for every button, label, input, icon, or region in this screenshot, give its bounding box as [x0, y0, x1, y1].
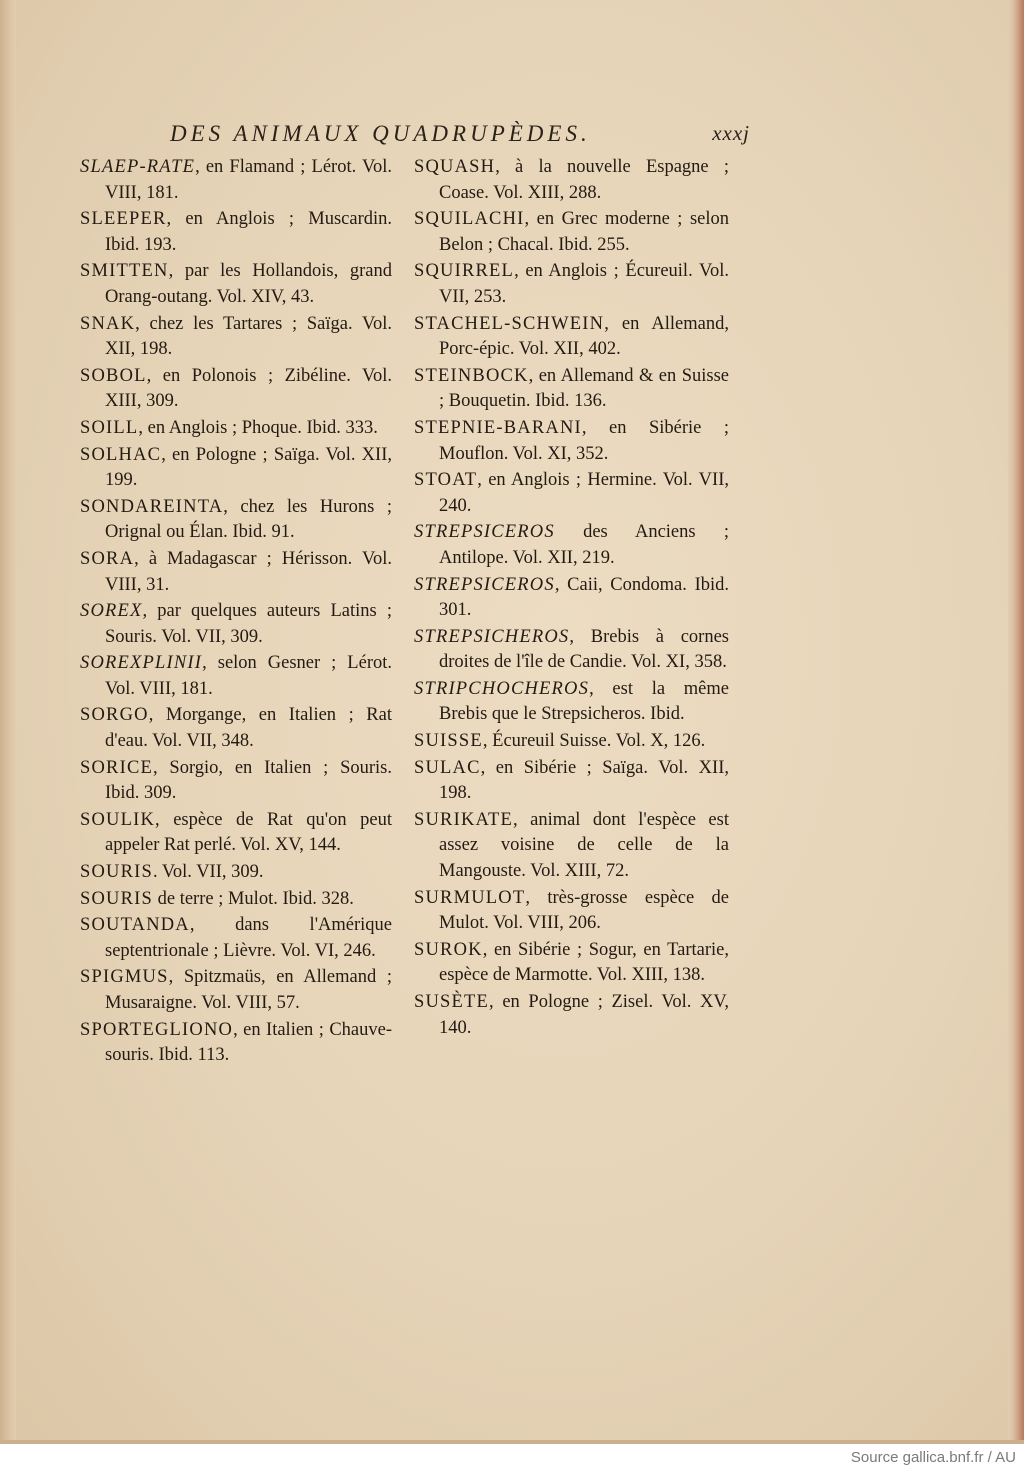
entry-text: , Écureuil Suisse. Vol. X, 126.: [482, 731, 706, 752]
entry-text: , par les Hollandois, grand Orang-outang. Vol. XIV, 43.: [105, 261, 392, 307]
entry-text: , à la nouvelle Espagne ; Coase. Vol. XIII, 288.: [439, 157, 729, 203]
entry-headword: SQUILACHI: [414, 209, 525, 230]
entry-text: , Morgange, en Italien ; Rat d'eau. Vol. VII, 348.: [105, 705, 392, 752]
entry-headword: SNAK: [80, 313, 136, 334]
entry-text: , animal dont l'espèce est assez voisine de celle de la Mangouste. Vol. XIII, 72.: [439, 809, 729, 882]
entry-headword: SMITTEN: [80, 261, 169, 282]
entry-headword: SOUTANDA: [80, 915, 190, 936]
entry-headword: SORICE: [80, 757, 153, 778]
index-entry: [414, 938, 729, 989]
entry-text: , en Polonois ; Zibéline. Vol. XIII, 309.: [105, 365, 392, 412]
index-entry: [80, 547, 392, 598]
entry-text: , en Anglois ; Hermine. Vol. VII, 240.: [439, 470, 729, 516]
entry-headword: SUSÈTE: [414, 992, 490, 1012]
index-entry: [414, 416, 729, 467]
index-entry: [80, 756, 392, 807]
entry-headword: SORGO: [80, 705, 149, 726]
entry-headword: SOLHAC: [80, 444, 162, 465]
page-left-edge: [0, 0, 16, 1444]
entry-text: , en Allemand, Porc-épic. Vol. XII, 402.: [439, 313, 729, 360]
entry-headword: SUISSE: [414, 731, 483, 752]
page-right-edge: [1008, 0, 1024, 1444]
entry-headword: STREPSICHEROS: [414, 626, 570, 647]
entry-headword: SLEEPER: [80, 209, 167, 230]
index-entry: [414, 573, 729, 624]
entry-headword: SQUIRREL: [414, 261, 515, 282]
index-entry: [80, 207, 392, 258]
entry-headword: SOBOL: [80, 365, 147, 386]
index-entry: [80, 965, 392, 1016]
index-entry: [414, 520, 729, 571]
entry-headword: SQUASH: [414, 157, 496, 177]
entry-text: , en Allemand & en Suisse ; Bouquetin. Ibid. 136.: [439, 365, 729, 412]
index-entry: [80, 155, 392, 206]
index-entry: [80, 651, 392, 702]
index-entry: [414, 312, 729, 363]
entry-text: , en Sibérie ; Saïga. Vol. XII, 198.: [439, 757, 729, 804]
entry-text: , à Madagascar ; Hérisson. Vol. VIII, 31.: [105, 548, 392, 595]
index-entry: [80, 495, 392, 546]
index-entry: [80, 887, 392, 913]
entry-headword: SURIKATE: [414, 809, 514, 830]
entry-headword: STRIPCHOCHEROS: [414, 678, 590, 699]
index-entry: [80, 599, 392, 650]
entry-headword: SOREXPLINII: [80, 653, 203, 674]
index-entry: [80, 416, 392, 442]
entry-headword: STACHEL-SCHWEIN: [414, 313, 605, 334]
entry-headword: SOURIS: [80, 888, 153, 909]
index-entry: [414, 729, 729, 755]
entry-headword: SONDAREINTA: [80, 496, 224, 517]
entry-headword: SOURIS: [80, 862, 153, 883]
entry-headword: SOILL: [80, 417, 139, 438]
entry-text: , en Pologne ; Saïga. Vol. XII, 199.: [105, 444, 392, 491]
entry-headword: SURMULOT: [414, 887, 526, 908]
entry-headword: STEPNIE-BARANI: [414, 417, 582, 438]
index-entry: [80, 808, 392, 859]
index-entry: [80, 312, 392, 363]
index-entry: [414, 990, 729, 1041]
entry-headword: STREPSICEROS: [414, 574, 555, 595]
entry-text: , selon Gesner ; Lérot. Vol. VIII, 181.: [105, 653, 392, 699]
right-column: [414, 155, 729, 1042]
index-entry: [414, 207, 729, 258]
index-entry: [414, 364, 729, 415]
index-entry: [414, 756, 729, 807]
entry-text: , Sorgio, en Italien ; Souris. Ibid. 309.: [105, 757, 392, 804]
entry-text: , chez les Tartares ; Saïga. Vol. XII, 198.: [105, 313, 392, 360]
running-title: DES ANIMAUX QUADRUPÈDES.: [170, 121, 591, 146]
entry-text: , chez les Hurons ; Orignal ou Élan. Ibid. 91.: [105, 496, 392, 543]
entry-headword: SORA: [80, 548, 135, 569]
index-entry: [414, 468, 729, 519]
source-credit: Source gallica.bnf.fr / AU: [850, 1449, 1016, 1466]
entry-text: , est la même Brebis que le Strepsicheros. Ibid.: [439, 678, 729, 725]
entry-headword: SUROK: [414, 939, 483, 960]
entry-text: , en Anglois ; Phoque. Ibid. 333.: [138, 417, 378, 438]
entry-text: de terre ; Mulot. Ibid. 328.: [153, 888, 354, 909]
source-bar: [0, 1444, 1024, 1474]
index-entry: [80, 703, 392, 754]
entry-headword: SLAEP-RATE: [80, 157, 196, 177]
index-entry: [414, 886, 729, 937]
entry-headword: SPIGMUS: [80, 967, 169, 988]
entry-headword: SOREX: [80, 601, 143, 622]
entry-headword: STREPSICEROS: [414, 522, 555, 543]
index-entry: [414, 259, 729, 310]
index-entry: [80, 860, 392, 886]
index-entry: [80, 1018, 392, 1069]
index-entry: [80, 364, 392, 415]
index-entry: [80, 259, 392, 310]
entry-text: , en Flamand ; Lérot. Vol. VIII, 181.: [105, 157, 392, 203]
entry-headword: STEINBOCK: [414, 365, 529, 386]
entry-text: , très-grosse espèce de Mulot. Vol. VIII, 206.: [439, 887, 729, 934]
entry-text: des Anciens ; Antilope. Vol. XII, 219.: [439, 522, 729, 568]
entry-headword: SULAC: [414, 757, 481, 778]
entry-text: . Vol. VII, 309.: [153, 862, 264, 883]
entry-text: , Spitzmaüs, en Allemand ; Musaraigne. Vol. VIII, 57.: [105, 967, 392, 1013]
entry-text: , espèce de Rat qu'on peut appeler Rat perlé. Vol. XV, 144.: [105, 809, 392, 856]
index-entry: [414, 625, 729, 676]
entry-text: , en Sibérie ; Sogur, en Tartarie, espèce de Marmotte. Vol. XIII, 138.: [439, 939, 729, 986]
left-column: [80, 155, 392, 1070]
entry-text: , en Pologne ; Zisel. Vol. XV, 140.: [439, 992, 729, 1038]
entry-text: , en Anglois ; Muscardin. Ibid. 193.: [105, 209, 392, 255]
entry-text: , dans l'Amérique septentrionale ; Lièvre. Vol. VI, 246.: [105, 915, 392, 961]
entry-headword: SOULIK: [80, 809, 156, 830]
entry-text: , en Grec moderne ; selon Belon ; Chacal. Ibid. 255.: [439, 209, 729, 255]
index-entry: [414, 155, 729, 206]
page-header: [170, 121, 750, 155]
index-entry: [80, 443, 392, 494]
entry-text: , en Anglois ; Écureuil. Vol. VII, 253.: [439, 261, 729, 307]
entry-headword: SPORTEGLIONO: [80, 1019, 234, 1040]
index-entry: [414, 808, 729, 885]
index-entry: [414, 677, 729, 728]
entry-text: , Caii, Condoma. Ibid. 301.: [439, 574, 729, 621]
index-entry: [80, 913, 392, 964]
entry-headword: STOAT: [414, 470, 478, 491]
entry-text: , par quelques auteurs Latins ; Souris. Vol. VII, 309.: [105, 601, 392, 647]
entry-text: , Brebis à cornes droites de l'île de Candie. Vol. XI, 358.: [439, 626, 729, 673]
page-number: xxxj: [712, 121, 750, 145]
entry-text: , en Italien ; Chauve-souris. Ibid. 113.: [105, 1019, 392, 1066]
entry-text: , en Sibérie ; Mouflon. Vol. XI, 352.: [439, 417, 729, 464]
